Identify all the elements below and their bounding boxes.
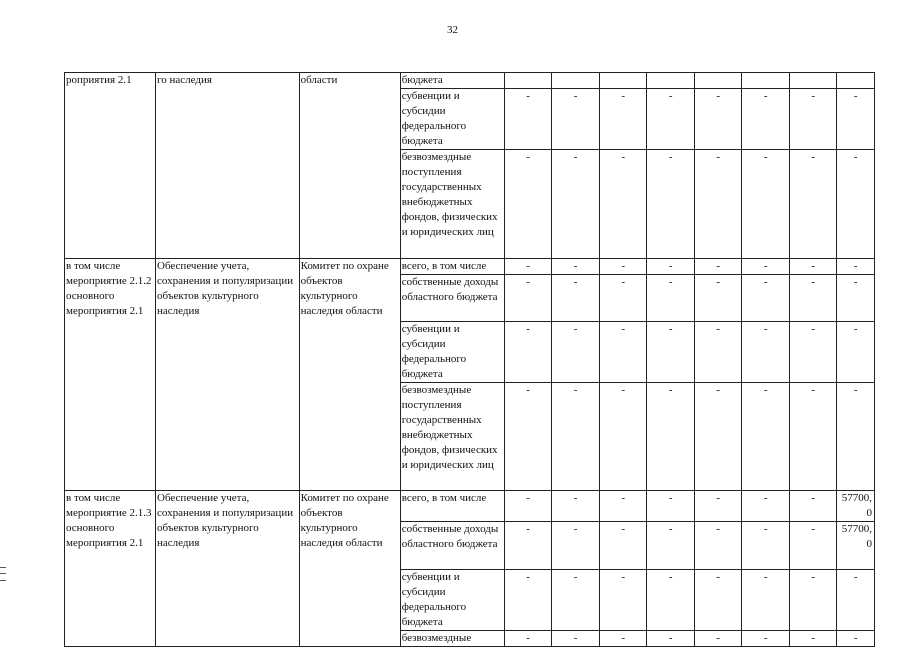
value-cell [599,73,647,89]
value-cell: - [694,522,742,570]
value-cell: - [789,570,837,631]
value-cell: - [789,150,837,259]
value-cell: - [694,383,742,491]
value-cell: - [789,89,837,150]
value-cell: 57700,0 [837,522,875,570]
value-cell: - [552,383,600,491]
value-cell: - [837,150,875,259]
value-cell: - [837,322,875,383]
value-cell: - [694,150,742,259]
value-cell: - [599,383,647,491]
value-cell: - [599,491,647,522]
value-cell [694,73,742,89]
funding-source-cell: всего, в том числе [400,491,504,522]
value-cell: - [742,383,790,491]
value-cell: - [837,570,875,631]
value-cell: - [647,570,695,631]
value-cell: - [647,522,695,570]
page-number: 32 [447,24,458,36]
value-cell: - [837,631,875,647]
value-cell [552,73,600,89]
executor-cell: Комитет по охране объектов культурного наследия области [299,491,400,647]
value-cell: - [694,631,742,647]
funding-source-cell: бюджета [400,73,504,89]
funding-source-cell: субвенции и субсидии федерального бюджета [400,89,504,150]
table-row [65,73,875,89]
value-cell: - [694,322,742,383]
value-cell: - [742,259,790,275]
value-cell: - [504,522,552,570]
value-cell: - [552,570,600,631]
budget-table-container [64,72,875,647]
value-cell: - [694,491,742,522]
value-cell: - [599,631,647,647]
value-cell: - [694,89,742,150]
table-row [65,491,875,522]
value-cell: - [789,383,837,491]
value-cell: - [789,491,837,522]
name-cell: го наследия [156,73,300,259]
value-cell: - [504,570,552,631]
value-cell: - [789,631,837,647]
value-cell: - [599,259,647,275]
value-cell: - [504,322,552,383]
value-cell: - [599,522,647,570]
funding-source-cell: всего, в том числе [400,259,504,275]
value-cell: - [789,522,837,570]
funding-source-cell: безвозмездные поступления государственных внебюджетных фондов, физических и юридических лиц [400,150,504,259]
value-cell: - [647,322,695,383]
event-cell: в том числе мероприятие 2.1.3 основного мероприятия 2.1 [65,491,156,647]
event-cell: в том числе мероприятие 2.1.2 основного мероприятия 2.1 [65,259,156,491]
table-body [65,73,875,647]
value-cell: - [504,631,552,647]
table-row [65,259,875,275]
value-cell: - [742,570,790,631]
funding-source-cell: субвенции и субсидии федерального бюджета [400,570,504,631]
budget-table [64,72,875,647]
value-cell: - [837,259,875,275]
value-cell: - [694,259,742,275]
value-cell: - [789,322,837,383]
value-cell: - [647,275,695,322]
value-cell [837,73,875,89]
value-cell: - [599,89,647,150]
value-cell: - [504,150,552,259]
value-cell: - [552,631,600,647]
value-cell: - [837,275,875,322]
value-cell: - [552,150,600,259]
value-cell: - [647,491,695,522]
margin-mark [0,567,6,581]
value-cell: - [552,275,600,322]
value-cell: - [647,383,695,491]
value-cell: - [504,275,552,322]
value-cell: - [647,150,695,259]
value-cell: - [694,570,742,631]
value-cell: - [742,631,790,647]
value-cell: - [742,89,790,150]
value-cell: - [694,275,742,322]
value-cell: - [742,322,790,383]
value-cell: - [742,491,790,522]
value-cell: - [504,89,552,150]
value-cell: - [789,275,837,322]
value-cell: - [789,259,837,275]
value-cell: - [742,522,790,570]
value-cell: - [504,491,552,522]
value-cell: - [647,89,695,150]
value-cell: - [552,322,600,383]
funding-source-cell: собственные доходы областного бюджета [400,522,504,570]
value-cell: - [552,89,600,150]
value-cell: - [504,259,552,275]
value-cell [789,73,837,89]
value-cell: - [647,631,695,647]
value-cell: - [552,491,600,522]
value-cell: - [837,383,875,491]
executor-cell: области [299,73,400,259]
value-cell: - [599,275,647,322]
executor-cell: Комитет по охране объектов культурного наследия области [299,259,400,491]
value-cell: - [599,322,647,383]
funding-source-cell: собственные доходы областного бюджета [400,275,504,322]
event-cell: роприятия 2.1 [65,73,156,259]
value-cell: - [742,275,790,322]
value-cell [742,73,790,89]
value-cell: - [552,259,600,275]
value-cell: - [599,570,647,631]
value-cell [504,73,552,89]
value-cell: - [647,259,695,275]
value-cell: - [599,150,647,259]
funding-source-cell: безвозмездные поступления государственных внебюджетных фондов, физических и юридических лиц [400,383,504,491]
value-cell: - [742,150,790,259]
value-cell: - [837,89,875,150]
value-cell: - [504,383,552,491]
funding-source-cell: безвозмездные [400,631,504,647]
value-cell: 57700,0 [837,491,875,522]
value-cell: - [552,522,600,570]
name-cell: Обеспечение учета, сохранения и популяризации объектов культурного наследия [156,491,300,647]
name-cell: Обеспечение учета, сохранения и популяризации объектов культурного наследия [156,259,300,491]
funding-source-cell: субвенции и субсидии федерального бюджета [400,322,504,383]
value-cell [647,73,695,89]
